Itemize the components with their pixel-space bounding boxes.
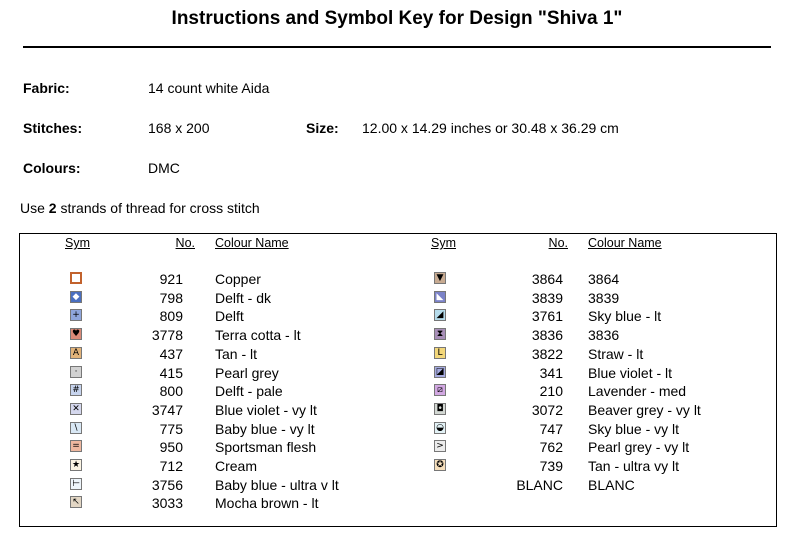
- dmc-number: 798: [159, 289, 183, 306]
- size-value: 12.00 x 14.29 inches or 30.48 x 36.29 cm: [362, 120, 619, 136]
- strands-note: [20, 200, 260, 216]
- colour-name: Delft - pale: [215, 383, 283, 400]
- right-key-row: [0, 307, 794, 325]
- strands-pre: Use: [20, 200, 49, 216]
- dmc-number: 210: [539, 383, 563, 400]
- right-key-row: [0, 420, 794, 438]
- dmc-number: 800: [159, 383, 183, 400]
- dmc-number: 712: [159, 458, 183, 474]
- colours-label: Colours:: [23, 160, 81, 176]
- slashed-square-icon: ⧄: [434, 384, 446, 396]
- colour-name: Mocha brown - lt: [215, 495, 319, 512]
- dmc-number: 3072: [531, 401, 563, 418]
- dmc-number: 950: [159, 439, 183, 456]
- right-key-row: [0, 457, 794, 475]
- dmc-number: 3839: [531, 289, 563, 306]
- dmc-number: 3761: [531, 308, 563, 325]
- diamond-icon: ◆: [70, 291, 82, 303]
- dmc-number: 3033: [151, 495, 183, 512]
- right-key-row: [0, 289, 794, 307]
- colour-name: Sportsman flesh: [215, 439, 317, 456]
- dmc-number: BLANC: [516, 476, 563, 493]
- colour-name: Pearl grey: [215, 364, 279, 381]
- strands-count: 2: [48, 200, 57, 216]
- right-key-row: [0, 270, 794, 288]
- right-key-row: [0, 438, 794, 456]
- cross-icon: ✕: [70, 403, 82, 415]
- dmc-number: 3756: [151, 476, 183, 493]
- right-key-row: [0, 364, 794, 382]
- colour-name: Beaver grey - vy lt: [588, 401, 701, 418]
- circle-star-icon: ✪: [434, 459, 446, 471]
- dmc-number: 3822: [531, 345, 563, 362]
- colour-name: 3836: [588, 327, 620, 344]
- colours-value: DMC: [148, 160, 180, 176]
- dmc-number: 437: [159, 345, 183, 362]
- dmc-number: 809: [159, 308, 183, 325]
- dmc-number: 775: [159, 420, 183, 437]
- tee-icon: ⊢: [70, 478, 82, 490]
- colour-name: Terra cotta - lt: [215, 327, 301, 344]
- right-key-row: [0, 345, 794, 363]
- colour-name: Delft - dk: [215, 289, 272, 306]
- header-no-left: No.: [175, 236, 195, 250]
- dmc-number: 747: [539, 420, 563, 437]
- dmc-number: 762: [539, 439, 563, 456]
- dmc-number: 3747: [151, 401, 183, 418]
- colour-name: Pearl grey - vy lt: [588, 439, 690, 456]
- fabric-value: 14 count white Aida: [148, 80, 270, 96]
- wedge-icon: ◢: [434, 309, 446, 321]
- colour-name: Copper: [215, 271, 261, 287]
- half-square-icon: ◪: [435, 366, 445, 377]
- colour-name: Tan - lt: [215, 345, 258, 362]
- colour-name: Tan - ultra vy lt: [588, 458, 680, 474]
- stitches-value: 168 x 200: [148, 120, 210, 136]
- strands-post: strands of thread for cross stitch: [56, 200, 260, 216]
- right-key-row: [0, 326, 794, 344]
- greater-than-icon: >: [434, 440, 446, 452]
- right-key-row: [0, 476, 794, 494]
- title-divider: [23, 46, 771, 48]
- corner-icon: ◣: [434, 291, 446, 303]
- colour-name: Delft: [215, 308, 244, 325]
- dot-icon: ·: [70, 366, 82, 378]
- colour-name: 3839: [588, 289, 620, 306]
- heart-icon: ♥: [71, 329, 81, 340]
- inverse-bullet-icon: ◘: [434, 403, 446, 415]
- dmc-number: 341: [539, 364, 563, 381]
- page-title: Instructions and Symbol Key for Design "Shiva 1": [171, 8, 623, 29]
- colour-name: Straw - lt: [588, 345, 644, 362]
- backslash-icon: \: [70, 422, 82, 434]
- letter-a-icon: A: [70, 347, 82, 359]
- star-icon: ★: [71, 460, 81, 470]
- colour-name: Sky blue - lt: [588, 308, 662, 325]
- colour-name: BLANC: [588, 476, 635, 493]
- plus-icon: +: [70, 309, 82, 321]
- colour-name: Blue violet - lt: [588, 364, 673, 381]
- triangle-down-icon: ▼: [434, 272, 446, 284]
- fabric-label: Fabric:: [23, 80, 70, 96]
- header-sym-left: Sym: [65, 236, 90, 250]
- dmc-number: 921: [159, 271, 183, 287]
- equals-icon: =: [70, 440, 82, 452]
- stitches-label: Stitches:: [23, 120, 83, 136]
- header-no-right: No.: [548, 236, 568, 250]
- dmc-number: 3864: [531, 271, 563, 287]
- colour-name: Lavender - med: [588, 383, 687, 400]
- right-key-row: [0, 382, 794, 400]
- header-name-left: Colour Name: [215, 236, 289, 250]
- header-name-right: Colour Name: [588, 236, 662, 250]
- colour-name: Blue violet - vy lt: [215, 401, 317, 418]
- half-circle-icon: ◒: [434, 422, 446, 434]
- header-sym-right: Sym: [431, 236, 456, 250]
- colour-name: Baby blue - ultra v lt: [215, 476, 339, 493]
- left-key-row: [0, 494, 794, 512]
- letter-l-icon: L: [434, 347, 446, 359]
- colour-name: Cream: [215, 458, 258, 474]
- dmc-number: 739: [539, 458, 563, 474]
- colour-name: Sky blue - vy lt: [588, 420, 680, 437]
- right-key-row: [0, 401, 794, 419]
- dmc-number: 415: [159, 364, 183, 381]
- hash-icon: #: [70, 384, 82, 396]
- dmc-number: 3836: [531, 327, 563, 344]
- dmc-number: 3778: [151, 327, 183, 344]
- colour-name: Baby blue - vy lt: [215, 420, 315, 437]
- arrow-icon: ↖: [70, 496, 82, 508]
- size-label: Size:: [306, 120, 339, 136]
- hourglass-icon: ⧗: [434, 328, 446, 340]
- colour-name: 3864: [588, 271, 620, 287]
- blank-icon: [434, 478, 446, 490]
